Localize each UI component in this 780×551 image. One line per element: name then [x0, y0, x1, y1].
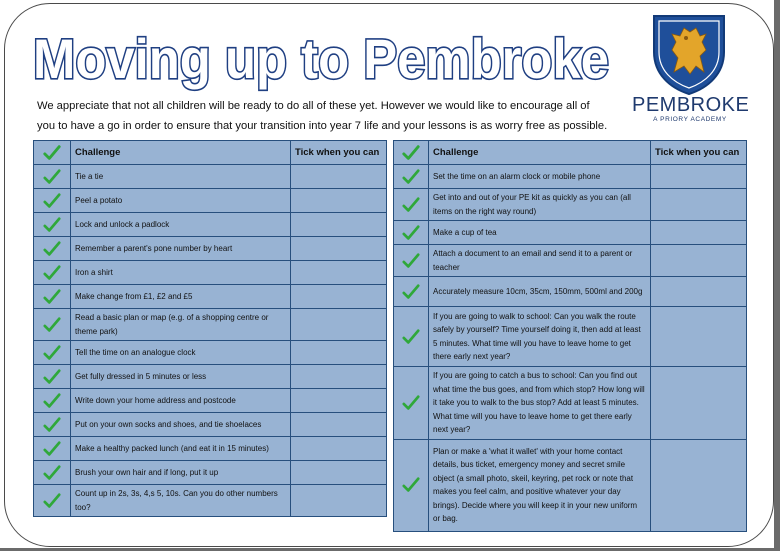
- intro-text: [37, 96, 627, 136]
- challenge-column-header: Challenge: [429, 141, 651, 165]
- left-challenge-table: [33, 140, 387, 517]
- tick-when-you-can-cell[interactable]: [291, 413, 387, 437]
- check-mark-icon: [43, 440, 61, 458]
- tick-cell: [394, 165, 429, 189]
- challenge-cell: Set the time on an alarm clock or mobile phone: [429, 165, 651, 189]
- logo-subtitle: A PRIORY ACADEMY: [653, 116, 727, 123]
- tick-when-you-can-header: Tick when you can: [291, 141, 387, 165]
- check-mark-icon: [43, 240, 61, 258]
- tick-column-header: [394, 141, 429, 165]
- challenge-column-header: Challenge: [71, 141, 291, 165]
- tick-cell: [34, 341, 71, 365]
- challenge-cell: Get into and out of your PE kit as quickly as you can (all items on the right way round): [429, 189, 651, 221]
- check-mark-icon: [43, 392, 61, 410]
- check-mark-icon: [43, 264, 61, 282]
- challenge-cell: Iron a shirt: [71, 261, 291, 285]
- check-mark-icon: [402, 283, 420, 301]
- tick-when-you-can-cell[interactable]: [651, 221, 747, 245]
- poster-title-graphic: [31, 22, 631, 92]
- tick-cell: [394, 221, 429, 245]
- check-mark-icon: [43, 368, 61, 386]
- tick-cell: [34, 237, 71, 261]
- check-mark-icon: [402, 476, 420, 494]
- table-row: [394, 245, 747, 277]
- table-row: [34, 341, 387, 365]
- table-row: [394, 367, 747, 440]
- challenge-cell: Attach a document to an email and send it to a parent or teacher: [429, 245, 651, 277]
- table-row: [34, 189, 387, 213]
- poster-title-text: Moving up to Pembroke: [33, 27, 609, 90]
- challenge-cell: Tie a tie: [71, 165, 291, 189]
- tick-cell: [34, 413, 71, 437]
- challenge-cell: Read a basic plan or map (e.g. of a shopping centre or theme park): [71, 309, 291, 341]
- right-challenge-table: [393, 140, 747, 532]
- table-row: [394, 307, 747, 367]
- table-row: [34, 389, 387, 413]
- table-row: [34, 461, 387, 485]
- challenge-cell: Make change from £1, £2 and £5: [71, 285, 291, 309]
- challenge-cell: Count up in 2s, 3s, 4,s 5, 10s. Can you do other numbers too?: [71, 485, 291, 517]
- check-mark-icon: [43, 316, 61, 334]
- tick-cell: [34, 189, 71, 213]
- table-row: [34, 485, 387, 517]
- tick-when-you-can-cell[interactable]: [291, 437, 387, 461]
- table-header-row: [394, 141, 747, 165]
- check-mark-icon: [402, 168, 420, 186]
- check-mark-icon: [43, 192, 61, 210]
- challenge-cell: Lock and unlock a padlock: [71, 213, 291, 237]
- challenge-cell: Brush your own hair and if long, put it up: [71, 461, 291, 485]
- check-mark-icon: [402, 144, 420, 162]
- page-shadow-right: [774, 0, 780, 551]
- challenge-cell: Remember a parent's pone number by heart: [71, 237, 291, 261]
- challenge-cell: Make a cup of tea: [429, 221, 651, 245]
- check-mark-icon: [43, 416, 61, 434]
- table-header-row: [34, 141, 387, 165]
- challenge-cell: Get fully dressed in 5 minutes or less: [71, 365, 291, 389]
- tick-cell: [34, 365, 71, 389]
- tick-when-you-can-cell[interactable]: [291, 237, 387, 261]
- tick-when-you-can-cell[interactable]: [291, 461, 387, 485]
- challenge-cell: Peel a potato: [71, 189, 291, 213]
- table-row: [394, 221, 747, 245]
- tick-when-you-can-cell[interactable]: [291, 213, 387, 237]
- check-mark-icon: [43, 216, 61, 234]
- tick-when-you-can-cell[interactable]: [291, 285, 387, 309]
- challenge-cell: Plan or make a 'what it wallet' with your home contact details, bus ticket, emergency money and secret smile object (a small photo, skeil, keyring, pet rock or note that makes you feel calm, and positive whatever your day brings). Decide where you will keep it in your new uniform or bag.: [429, 439, 651, 531]
- tick-cell: [34, 285, 71, 309]
- tick-cell: [34, 261, 71, 285]
- table-row: [34, 309, 387, 341]
- check-mark-icon: [43, 144, 61, 162]
- tick-when-you-can-header: Tick when you can: [651, 141, 747, 165]
- table-row: [394, 277, 747, 307]
- tick-cell: [394, 439, 429, 531]
- tick-when-you-can-cell[interactable]: [651, 439, 747, 531]
- tick-when-you-can-cell[interactable]: [291, 341, 387, 365]
- tick-when-you-can-cell[interactable]: [651, 307, 747, 367]
- check-mark-icon: [43, 288, 61, 306]
- tick-cell: [34, 485, 71, 517]
- tick-when-you-can-cell[interactable]: [651, 245, 747, 277]
- logo-name: PEMBROKE: [632, 94, 750, 116]
- table-row: [34, 213, 387, 237]
- tick-when-you-can-cell[interactable]: [651, 367, 747, 440]
- challenge-cell: Make a healthy packed lunch (and eat it in 15 minutes): [71, 437, 291, 461]
- check-mark-icon: [402, 252, 420, 270]
- tick-when-you-can-cell[interactable]: [291, 165, 387, 189]
- tick-when-you-can-cell[interactable]: [651, 189, 747, 221]
- tick-cell: [34, 437, 71, 461]
- table-row: [394, 439, 747, 531]
- table-row: [34, 413, 387, 437]
- tick-when-you-can-cell[interactable]: [651, 165, 747, 189]
- tick-cell: [394, 367, 429, 440]
- tick-cell: [34, 165, 71, 189]
- challenge-cell: Tell the time on an analogue clock: [71, 341, 291, 365]
- intro-line-1: We appreciate that not all children will be ready to do all of these yet. However we would like to encourage all of: [37, 100, 590, 112]
- check-mark-icon: [43, 464, 61, 482]
- challenge-cell: Put on your own socks and shoes, and tie shoelaces: [71, 413, 291, 437]
- lion-crest-icon: [650, 12, 728, 96]
- table-row: [34, 365, 387, 389]
- tick-when-you-can-cell[interactable]: [291, 309, 387, 341]
- table-row: [394, 165, 747, 189]
- table-row: [34, 237, 387, 261]
- table-row: [394, 189, 747, 221]
- intro-line-2: you to have a go in order to ensure that your transition into year 7 life and your lessons is as worry free as possible.: [37, 120, 608, 132]
- tick-when-you-can-cell[interactable]: [291, 261, 387, 285]
- challenge-cell: Accurately measure 10cm, 35cm, 150mm, 500ml and 200g: [429, 277, 651, 307]
- tick-when-you-can-cell[interactable]: [291, 389, 387, 413]
- tick-cell: [394, 307, 429, 367]
- tick-cell: [34, 389, 71, 413]
- tick-cell: [394, 245, 429, 277]
- check-mark-icon: [402, 224, 420, 242]
- challenge-cell: If you are going to walk to school: Can you walk the route safely by yourself? Time yourself doing it, then add at least 5 minutes. What time will you have to leave home to get there early next year?: [429, 307, 651, 367]
- tick-when-you-can-cell[interactable]: [651, 277, 747, 307]
- tick-cell: [394, 189, 429, 221]
- tick-when-you-can-cell[interactable]: [291, 365, 387, 389]
- table-row: [34, 437, 387, 461]
- table-row: [34, 261, 387, 285]
- pembroke-logo: [650, 12, 728, 96]
- check-mark-icon: [43, 344, 61, 362]
- tick-cell: [34, 309, 71, 341]
- poster-title: [31, 22, 631, 92]
- check-mark-icon: [43, 492, 61, 510]
- tick-cell: [394, 277, 429, 307]
- table-row: [34, 165, 387, 189]
- check-mark-icon: [402, 394, 420, 412]
- tick-cell: [34, 461, 71, 485]
- challenge-cell: If you are going to catch a bus to school: Can you find out what time the bus goes, and from which stop? How long will it take you to walk to the bus stop? Add at least 5 minutes. What time will you have to leave home to get there early next year?: [429, 367, 651, 440]
- table-row: [34, 285, 387, 309]
- tick-when-you-can-cell[interactable]: [291, 485, 387, 517]
- tick-cell: [34, 213, 71, 237]
- check-mark-icon: [43, 168, 61, 186]
- challenge-cell: Write down your home address and postcode: [71, 389, 291, 413]
- check-mark-icon: [402, 196, 420, 214]
- tick-column-header: [34, 141, 71, 165]
- tick-when-you-can-cell[interactable]: [291, 189, 387, 213]
- check-mark-icon: [402, 328, 420, 346]
